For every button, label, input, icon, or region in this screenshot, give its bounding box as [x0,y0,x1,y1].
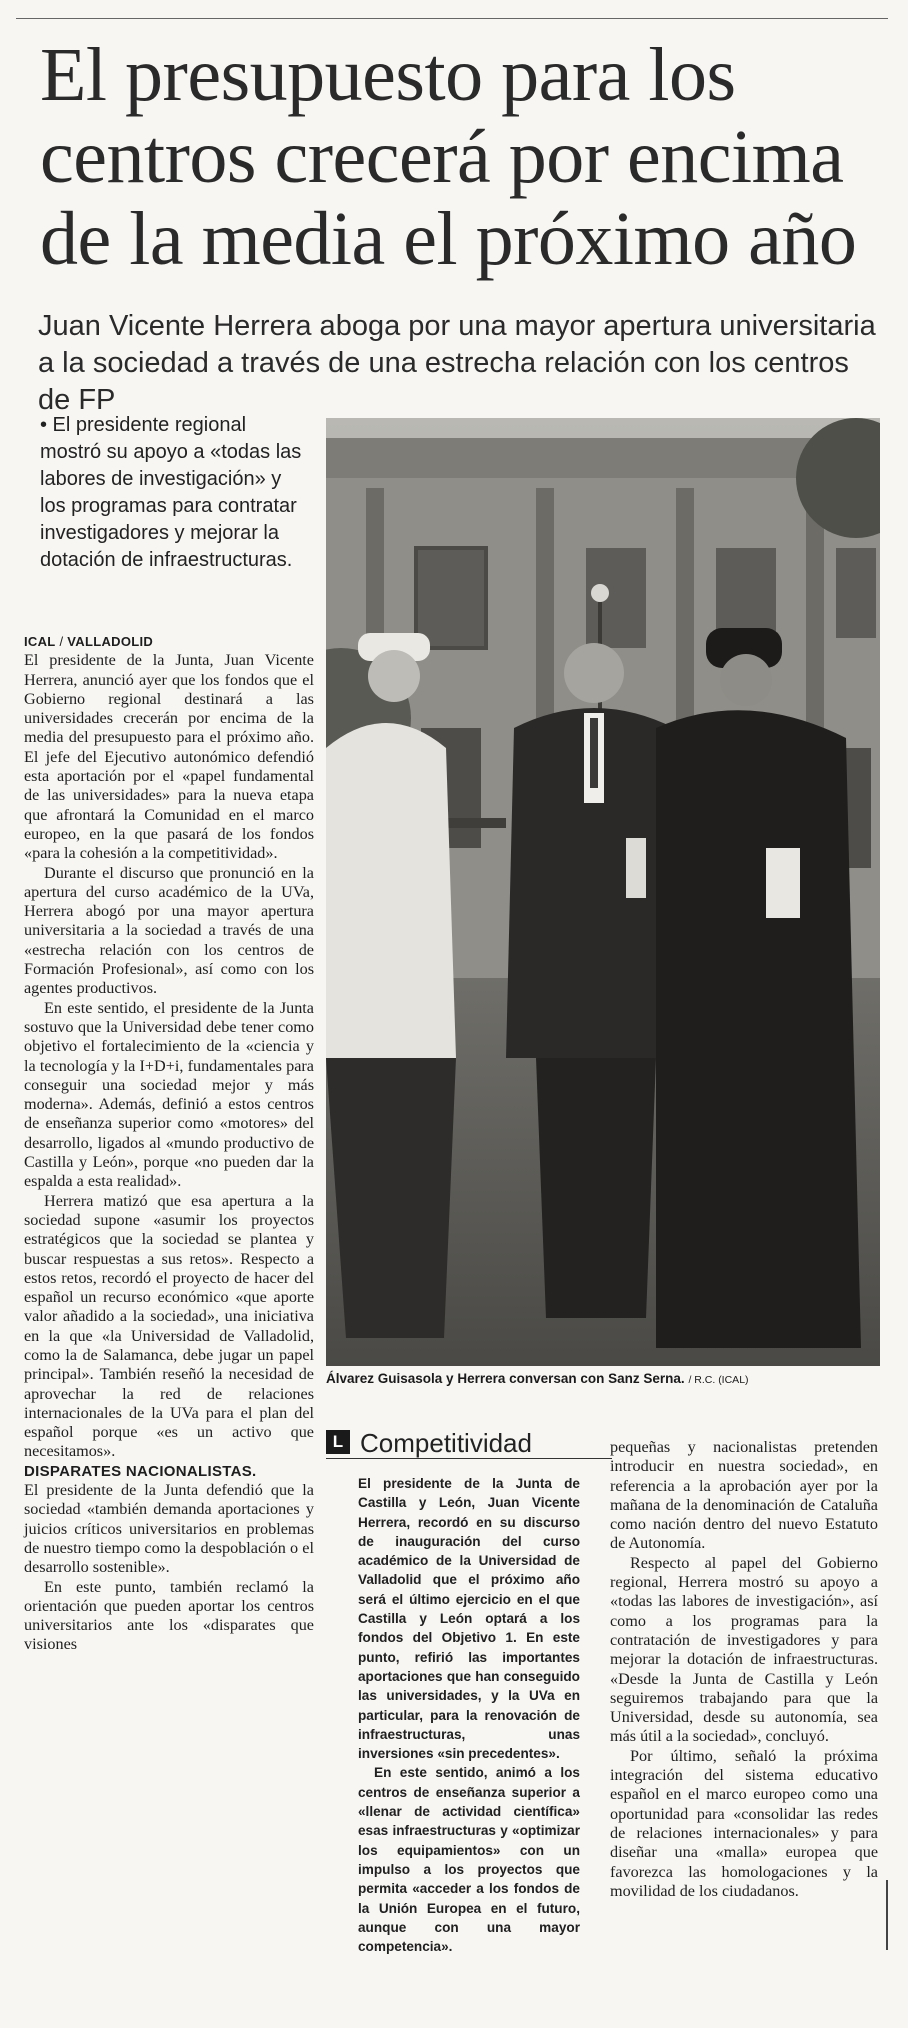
body-paragraph: En este sentido, el presidente de la Junta sostuvo que la Universidad debe tener como objetivo el fortalecimiento de la «ciencia y la tecnología y la I+D+i, fundamentales para conseguir una sociedad mejor y más moderna». Además, definió a estos centros de enseñanza superior como «motores» del desarrollo, ligados al «mundo productivo de Castilla y León», porque «no pueden dar la espalda a esta realidad». [24,998,314,1191]
news-photo [326,418,880,1366]
article-column-right [610,1438,878,1901]
dateline-place: VALLADOLID [67,634,154,649]
box-paragraph: El presidente de la Junta de Castilla y León, Juan Vicente Herrera, recordó en su discurso de inauguración del curso académico de la Universidad de Valladolid que el próximo año será el último ejercicio en el que Castilla y León optará a los fondos del Objetivo 1. En este punto, refirió las importantes aportaciones que han conseguido las universidades, y la UVa en particular, para la renovación de infraestructuras, unas inversiones «sin precedentes». [358,1476,580,1762]
body-paragraph: Respecto al papel del Gobierno regional, Herrera mostró su apoyo a «todas las labores de investigación», así como a los programas para la contratación de investigadores y para mejorar la dotación de infraestructuras. «Desde la Junta de Castilla y León seguiremos trabajando para que la Universidad, desde su autonomía, sea más útil a la sociedad», concluyó. [610,1553,878,1746]
section-logo-icon: L [326,1430,350,1454]
box-paragraph: En este sentido, animó a los centros de enseñanza superior a «llenar de actividad científica» esas infraestructuras y «optimizar los equipamientos» con un impulso a los proyectos que permita «acceder a los fondos de la Unión Europea en el futuro, aunque con una mayor competencia». [358,1765,580,1955]
sidebar-box-header [326,1428,612,1459]
top-rule [16,18,888,19]
body-paragraph: El presidente de la Junta defendió que la sociedad «también demanda aportaciones y juicios críticos universitarios en problemas de nuestro tiempo como la despoblación o el desarrollo sostenible». [24,1481,314,1577]
body-paragraph: En este punto, también reclamó la orientación que pueden aportar los centros universitarios ante los «disparates que visiones [24,1577,314,1654]
section-subhead: DISPARATES NACIONALISTAS. [24,1462,257,1480]
lead-summary: • El presidente regional mostró su apoyo a «todas las labores de investigación» y los programas para contratar investigadores y mejorar la dotación de infraestructuras. [40,414,302,571]
photo-illustration [326,418,880,1366]
photo-credit: / R.C. (ICAL) [688,1374,749,1386]
body-paragraph: pequeñas y nacionalistas pretenden introducir en nuestra sociedad», en referencia a la aprobación ayer por la mañana de la denominación de Cataluña como nación dentro del nuevo Estatuto de Autonomía. [610,1438,878,1553]
body-paragraph: Durante el discurso que pronunció en la apertura del curso académico de la UVa, Herrera abogó por una mayor apertura universitaria a la sociedad a través de una «estrecha relación con los centros de Formación Profesional», así como con los agentes productivos. [24,863,314,998]
body-paragraph: El presidente de la Junta, Juan Vicente Herrera, anunció ayer que los fondos que el Gobierno regional destinará a las universidades crecerán por encima de la media del presupuesto para el próximo año. El jefe del Ejecutivo autonómico defendió esta aportación por el «papel fundamental de las universidades» para la nueva etapa que afrontará la Comunidad en el marco europeo, en la que pasará de los fondos «para la cohesión a la competitividad». [24,651,314,863]
dateline-agency: ICAL [24,634,56,649]
headline: El presupuesto para los centros crecerá por encima de la media el próximo año [40,33,857,281]
dateline: ICAL / VALLADOLID [24,634,154,649]
sidebar-box-title: Competitividad [360,1428,532,1458]
body-paragraph: Herrera matizó que esa apertura a la sociedad supone «asumir los proyectos estratégicos que la sociedad se plantea y buscar respuestas a sus retos». Respecto a estos retos, recordó el proyecto de hacer del español un recurso económico «que aporte valor añadido a la sociedad», una iniciativa en la que «la Universidad de Valladolid, como la de Salamanca, debe jugar un papel principal». También reseñó la necesidad de aprovechar la red de relaciones internacionales de la UVa para el plan del español porque «es un activo que necesitamos». [24,1191,314,1461]
photo-caption [326,1371,886,1386]
article-column-left [24,632,314,1655]
body-paragraph: Por último, señaló la próxima integración del sistema educativo español en el marco europeo como una oportunidad para «consolidar las redes de relaciones internacionales» y para diseñar una «malla» europea que favorezca las homologaciones y la movilidad de los ciudadanos. [610,1746,878,1900]
margin-mark [886,1880,888,1950]
subheadline: Juan Vicente Herrera aboga por una mayor apertura universitaria a la sociedad a través de una estrecha relación con los centros de FP [38,310,876,416]
sidebar-box-text [358,1474,580,1956]
caption-text: Álvarez Guisasola y Herrera conversan con Sanz Serna. [326,1371,685,1386]
